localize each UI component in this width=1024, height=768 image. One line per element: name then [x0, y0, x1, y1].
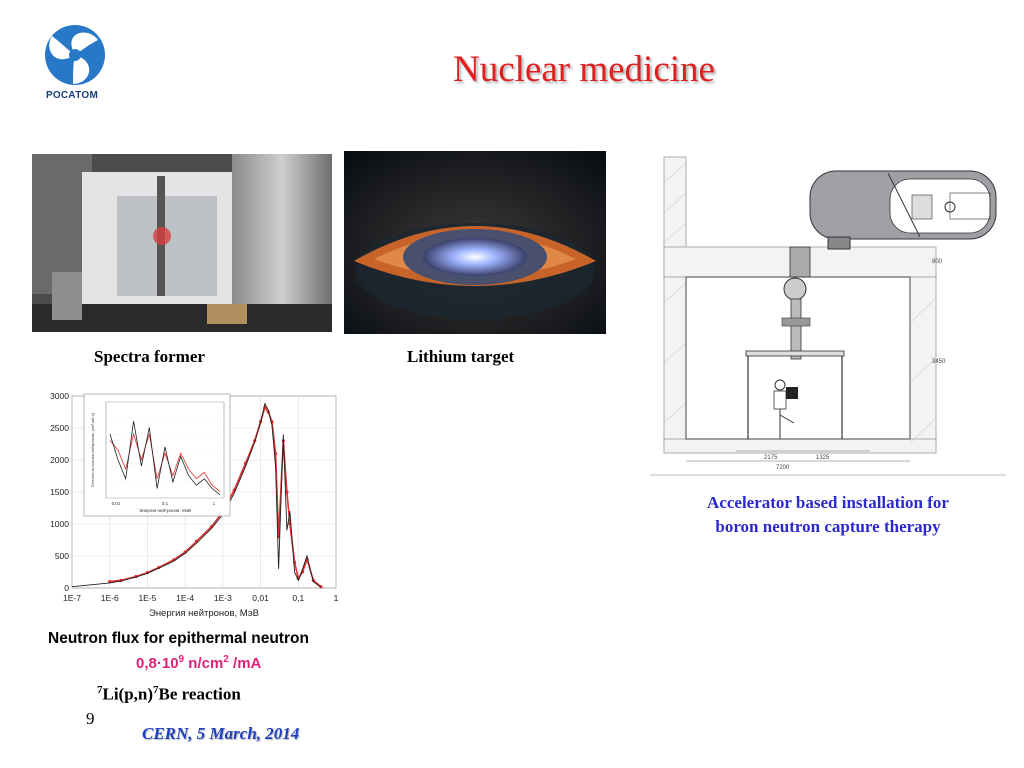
dim-2175: 2175	[764, 455, 778, 461]
flux-label: Neutron flux for epithermal neutron	[48, 630, 309, 647]
flux-value-tail: /mA	[228, 655, 262, 672]
x-tick-label: 0,01	[252, 593, 269, 603]
x-tick-label: 1E-5	[138, 593, 157, 603]
flux-value-unit-exp: 2	[223, 654, 229, 665]
bnct-caption-line2: boron neutron capture therapy	[715, 517, 941, 536]
y-tick-label: 0	[64, 583, 69, 593]
dim-1325: 1325	[816, 455, 830, 461]
x-tick-label: 1E-3	[213, 593, 232, 603]
flux-value-exp: 9	[178, 654, 185, 665]
y-tick-label: 500	[54, 551, 69, 561]
flux-value	[136, 654, 261, 672]
reaction-part2: Be reaction	[158, 684, 241, 704]
spectra-former-photo	[32, 154, 332, 332]
y-tick-label: 2000	[50, 455, 69, 465]
logo-text: РОСАТОМ	[46, 90, 99, 101]
dim-3450: 3450	[932, 359, 946, 365]
y-tick-label: 3000	[50, 391, 69, 401]
x-tick-label: 1	[333, 593, 339, 603]
footer-text: CERN, 5 March, 2014	[142, 724, 300, 743]
y-tick-label: 1000	[50, 519, 69, 529]
x-tick-label: 1E-6	[100, 593, 119, 603]
lithium-target-photo	[344, 151, 606, 334]
inset-x-tick-label: 0,01	[111, 501, 121, 506]
dim-7200: 7200	[776, 465, 790, 471]
reaction-label	[97, 684, 241, 705]
flux-value-main: 0,8·10	[136, 655, 179, 672]
slide-title: Nuclear medicine	[453, 49, 715, 90]
x-tick-label: 1E-7	[63, 593, 81, 603]
y-tick-label: 1500	[50, 487, 69, 497]
y-tick-label: 2500	[50, 423, 69, 433]
dim-800: 800	[932, 259, 943, 265]
inset-x-axis-label: Энергия нейтронов, МэВ	[138, 508, 192, 513]
spectra-former-caption: Spectra former	[94, 347, 205, 366]
reaction-sup2: 7	[153, 684, 159, 696]
bnct-installation-schematic	[650, 153, 1008, 478]
inset-x-tick-label: 0,1	[161, 501, 169, 506]
neutron-flux-chart	[42, 390, 346, 622]
x-tick-label: 0,1	[292, 593, 305, 603]
flux-value-unit: n/cm	[184, 655, 224, 672]
reaction-sup1: 7	[97, 684, 103, 696]
bnct-caption	[660, 491, 996, 539]
rosatom-atom-logo-icon	[40, 22, 110, 87]
bnct-caption-line1: Accelerator based installation for	[707, 493, 949, 512]
lithium-target-caption: Lithium target	[407, 347, 515, 366]
x-tick-label: 1E-4	[176, 593, 195, 603]
neutron-flux-chart-svg	[42, 390, 346, 622]
page-number: 9	[86, 709, 95, 728]
inset-y-axis-label: Плотность потока нейтронов, (см² мА·с)	[90, 412, 95, 488]
reaction-part1: Li(p,n)	[102, 684, 154, 704]
inset-x-tick-label: 1	[212, 501, 216, 506]
rosatom-logo	[40, 22, 110, 104]
x-axis-label: Энергия нейтронов, МэВ	[148, 608, 260, 619]
